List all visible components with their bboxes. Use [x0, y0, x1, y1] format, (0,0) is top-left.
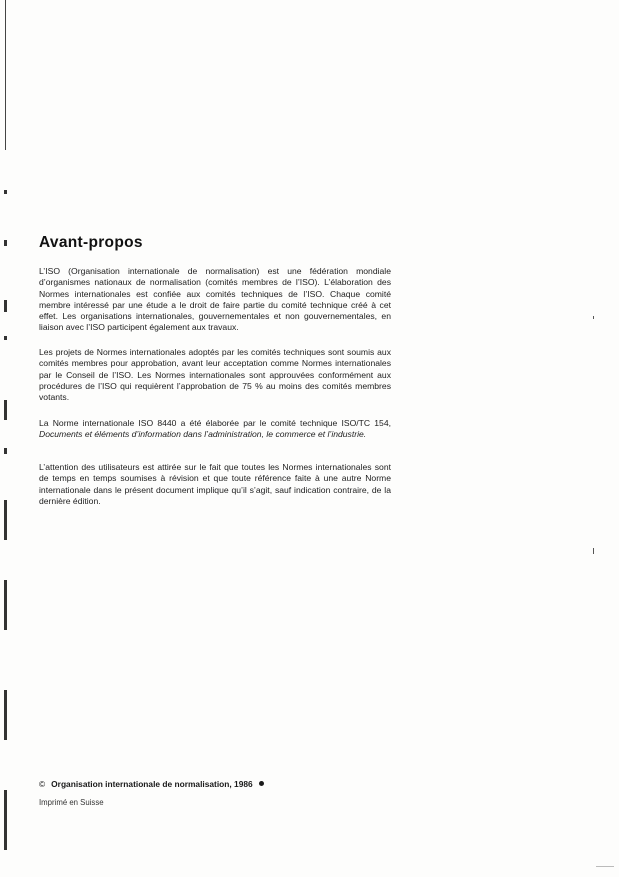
copyright-icon: ©: [39, 779, 46, 789]
paragraph-revision-notice: L’attention des utilisateurs est attirée sur le fait que toutes les Normes internationales sont de temps en temps soumises à révision et que toute référence faite à une autre Norme internationale dans le présent document implique qu’il s’agit, sauf indication contraire, de la dernière édition.: [39, 462, 391, 506]
page-title: Avant-propos: [39, 234, 143, 251]
margin-tick: [4, 448, 7, 454]
bullet-dot-icon: [259, 781, 264, 786]
margin-tick: [4, 240, 7, 246]
margin-rule: [5, 0, 6, 150]
margin-tick: [4, 400, 7, 420]
margin-tick: [4, 790, 7, 850]
margin-tick: [4, 580, 7, 630]
paragraph-iso-intro: L’ISO (Organisation internationale de normalisation) est une fédération mondiale d’organismes nationaux de normalisation (comités membres de l’ISO). L’élaboration des Normes internationales est confiée aux comités techniques de l’ISO. Chaque comité membre intéressé par une étude a le droit de faire partie du comité technique créé à cet effet. Les organisations internationales, gouvernementales et non gouvernementales, en liaison avec l’ISO participent également aux travaux.: [39, 266, 391, 333]
scan-speck: [593, 316, 594, 319]
margin-tick: [4, 500, 7, 540]
printed-in-line: Imprimé en Suisse: [39, 798, 104, 807]
paragraph-approval: Les projets de Normes internationales adoptés par les comités techniques sont soumis aux comités membres pour approbation, avant leur acceptation comme Normes internationales par le Conseil de l’ISO. Les Normes internationales sont approuvées conformément aux procédures de l’ISO qui requièrent l’approbation de 75 % au moins des comités membres votants.: [39, 347, 391, 403]
scan-speck: [593, 548, 594, 554]
copyright-line: [39, 779, 264, 789]
margin-tick: [4, 190, 7, 194]
margin-tick: [4, 690, 7, 740]
scan-margin-artifacts: [0, 0, 10, 877]
paragraph-iso-8440-text: La Norme internationale ISO 8440 a été élaborée par le comité technique ISO/TC 154,: [39, 418, 391, 428]
margin-tick: [4, 336, 7, 340]
scan-speck: [596, 866, 614, 867]
paragraph-iso-8440: [39, 418, 391, 441]
margin-tick: [4, 300, 7, 312]
copyright-text: Organisation internationale de normalisation, 1986: [51, 779, 253, 789]
paragraph-iso-8440-committee-title: Documents et éléments d’information dans l’administration, le commerce et l’industrie.: [39, 429, 367, 440]
